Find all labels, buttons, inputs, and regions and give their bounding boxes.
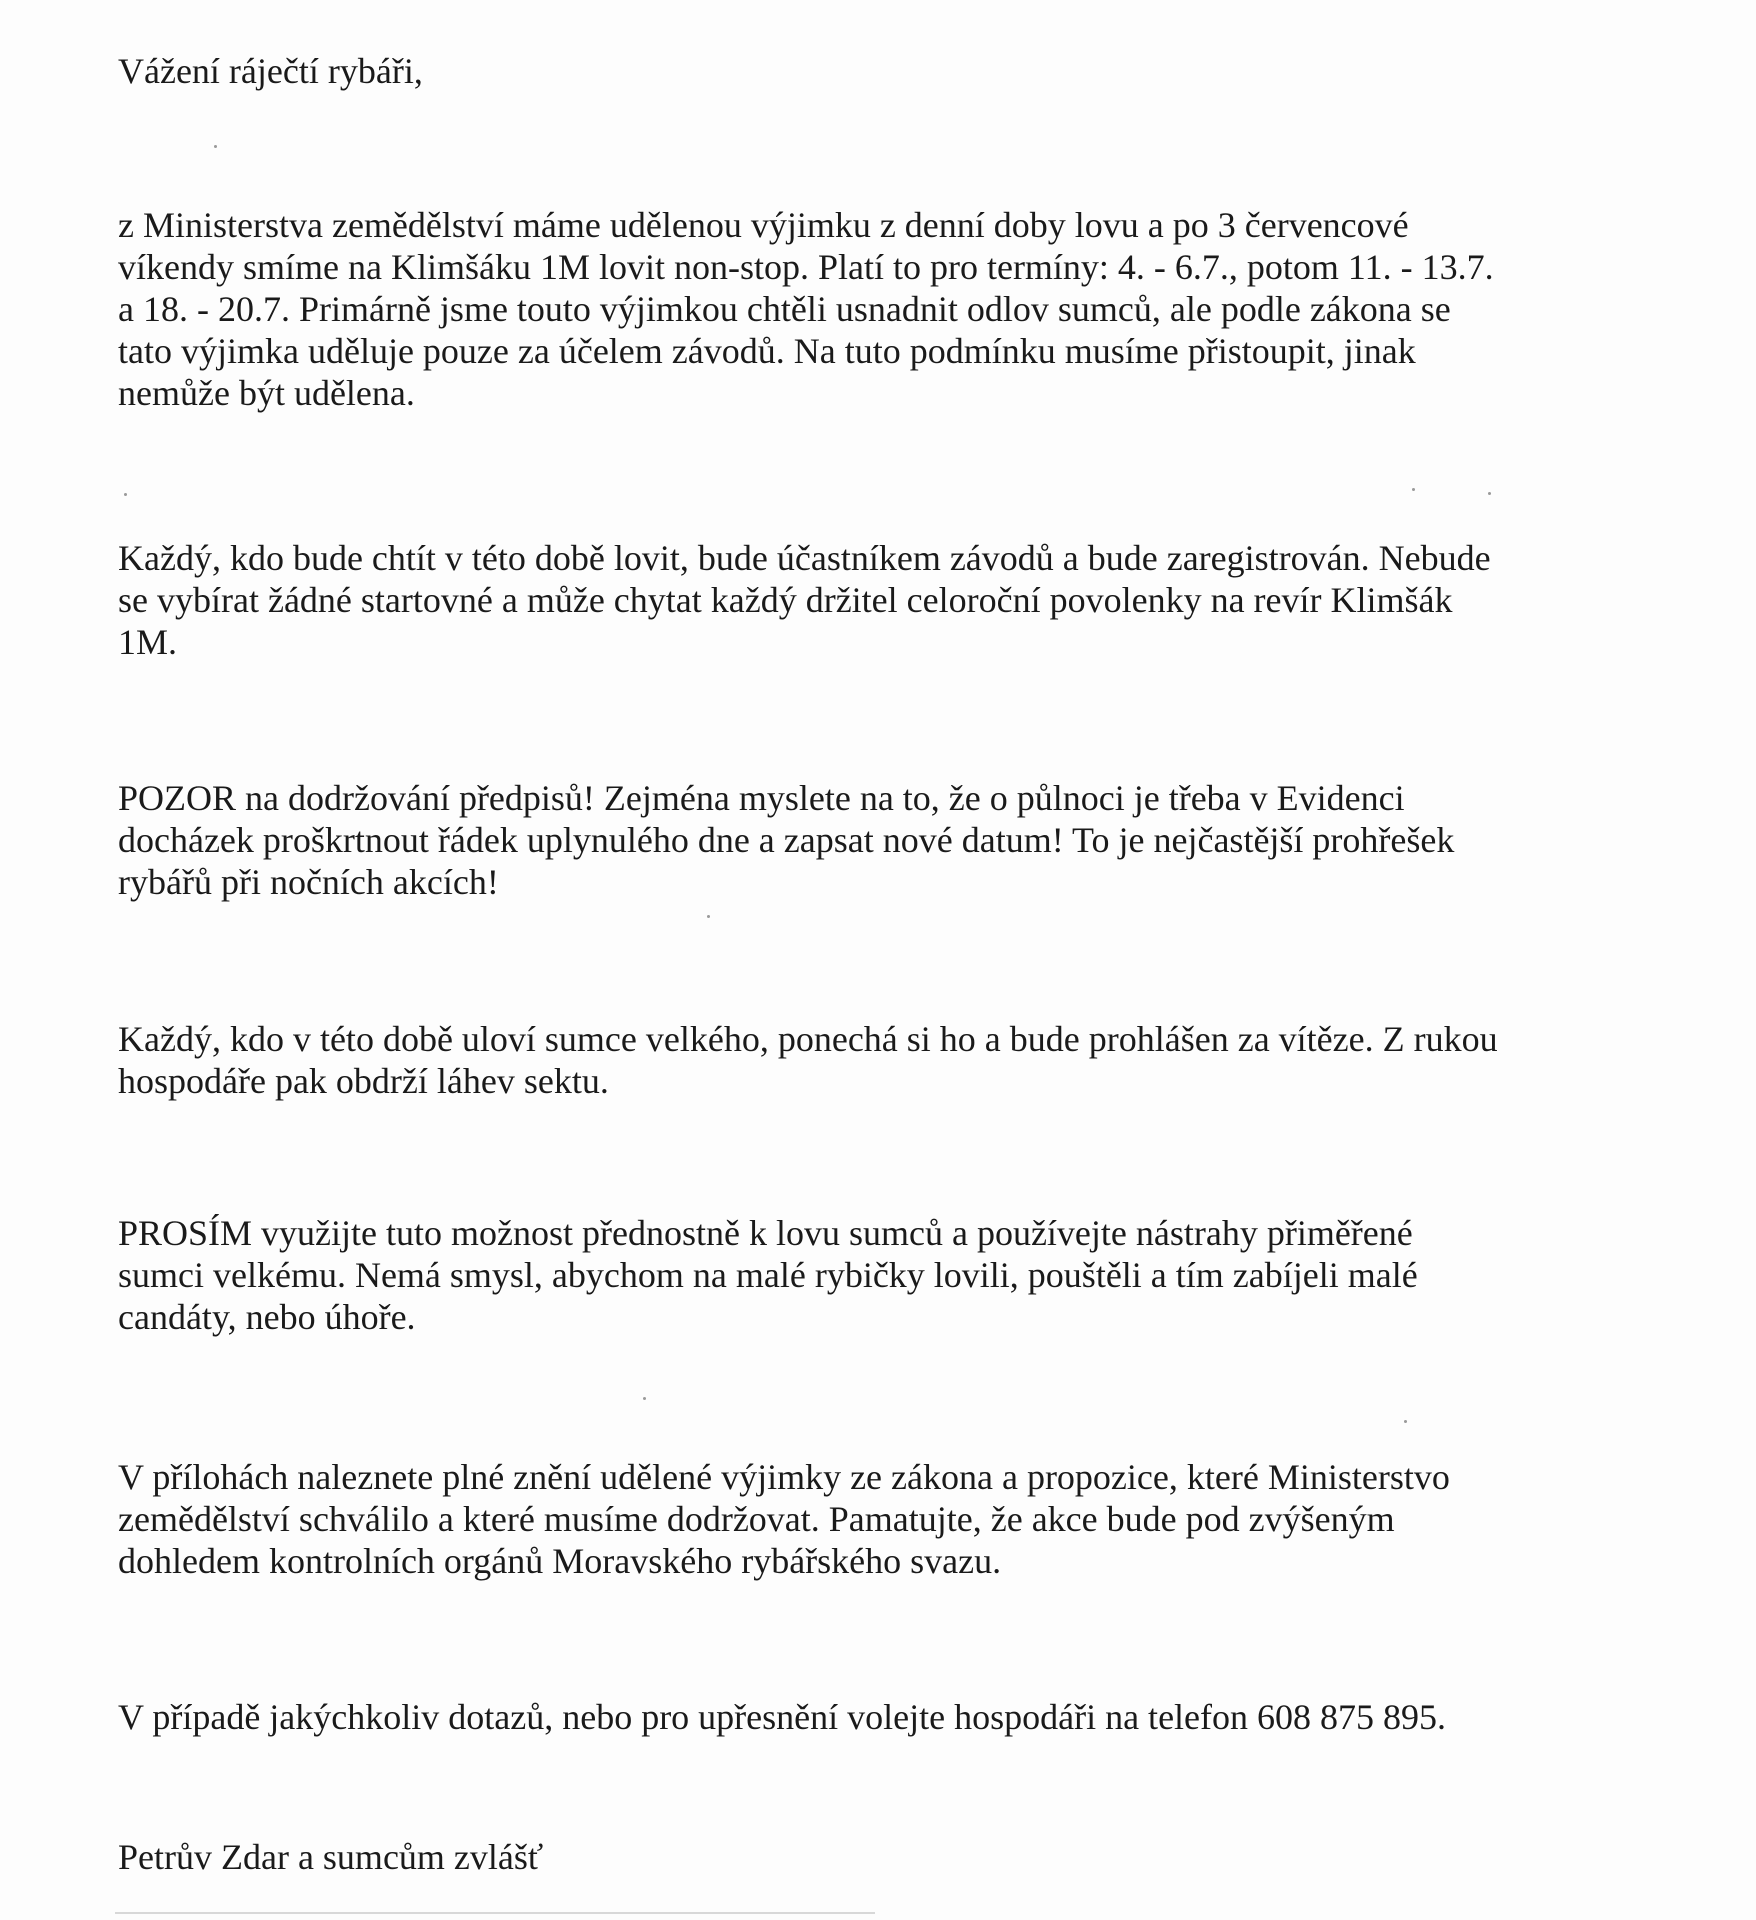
scan-speck — [643, 1397, 646, 1400]
scan-speck — [1488, 492, 1491, 495]
paragraph-contact: V případě jakýchkoliv dotazů, nebo pro upřesnění volejte hospodáři na telefon 608 875 895. — [118, 1697, 1447, 1737]
scan-speck — [124, 493, 127, 496]
scan-speck — [1412, 488, 1415, 491]
paragraph-rules-warning: POZOR na dodržování předpisů! Zejména myslete na to, že o půlnoci je třeba v Evidenci docházek proškrtnout řádek uplynulého dne a zapsat nové datum! To je nejčastější prohřešek rybářů při nočních akcích! — [118, 778, 1455, 902]
paragraph-request: PROSÍM využijte tuto možnost přednostně k lovu sumců a používejte nástrahy přiměřené sumci velkému. Nemá smysl, abychom na malé rybičky lovili, pouštěli a tím zabíjeli malé candáty, nebo úhoře. — [118, 1213, 1418, 1337]
paragraph-exemption: z Ministerstva zemědělství máme udělenou výjimku z denní doby lovu a po 3 červencové víkendy smíme na Klimšáku 1M lovit non-stop. Platí to pro termíny: 4. - 6.7., potom 11. - 13.7. a 18. - 20.7. Primárně jsme touto výjimkou chtěli usnadnit odlov sumců, ale podle zákona se tato výjimka uděluje pouze za účelem závodů. Na tuto podmínku musíme přistoupit, jinak nemůže být udělena. — [118, 205, 1494, 413]
paragraph-registration: Každý, kdo bude chtít v této době lovit, bude účastníkem závodů a bude zaregistrován. Nebude se vybírat žádné startovné a může chytat každý držitel celoroční povolenky na revír Klimšák 1M. — [118, 538, 1491, 662]
letter-closing: Petrův Zdar a sumcům zvlášť — [118, 1837, 544, 1877]
paragraph-attachments: V přílohách naleznete plné znění udělené výjimky ze zákona a propozice, které Ministerstvo zemědělství schválilo a které musíme dodržovat. Pamatujte, že akce bude pod zvýšeným dohledem kontrolních orgánů Moravského rybářského svazu. — [118, 1457, 1450, 1581]
scan-edge-line — [115, 1912, 875, 1914]
scan-speck — [214, 145, 217, 148]
paragraph-winner: Každý, kdo v této době uloví sumce velkého, ponechá si ho a bude prohlášen za vítěze. Z rukou hospodáře pak obdrží láhev sektu. — [118, 1019, 1498, 1101]
letter-greeting: Vážení ráječtí rybáři, — [118, 51, 423, 91]
scan-speck — [707, 915, 710, 918]
scan-speck — [1404, 1420, 1407, 1423]
